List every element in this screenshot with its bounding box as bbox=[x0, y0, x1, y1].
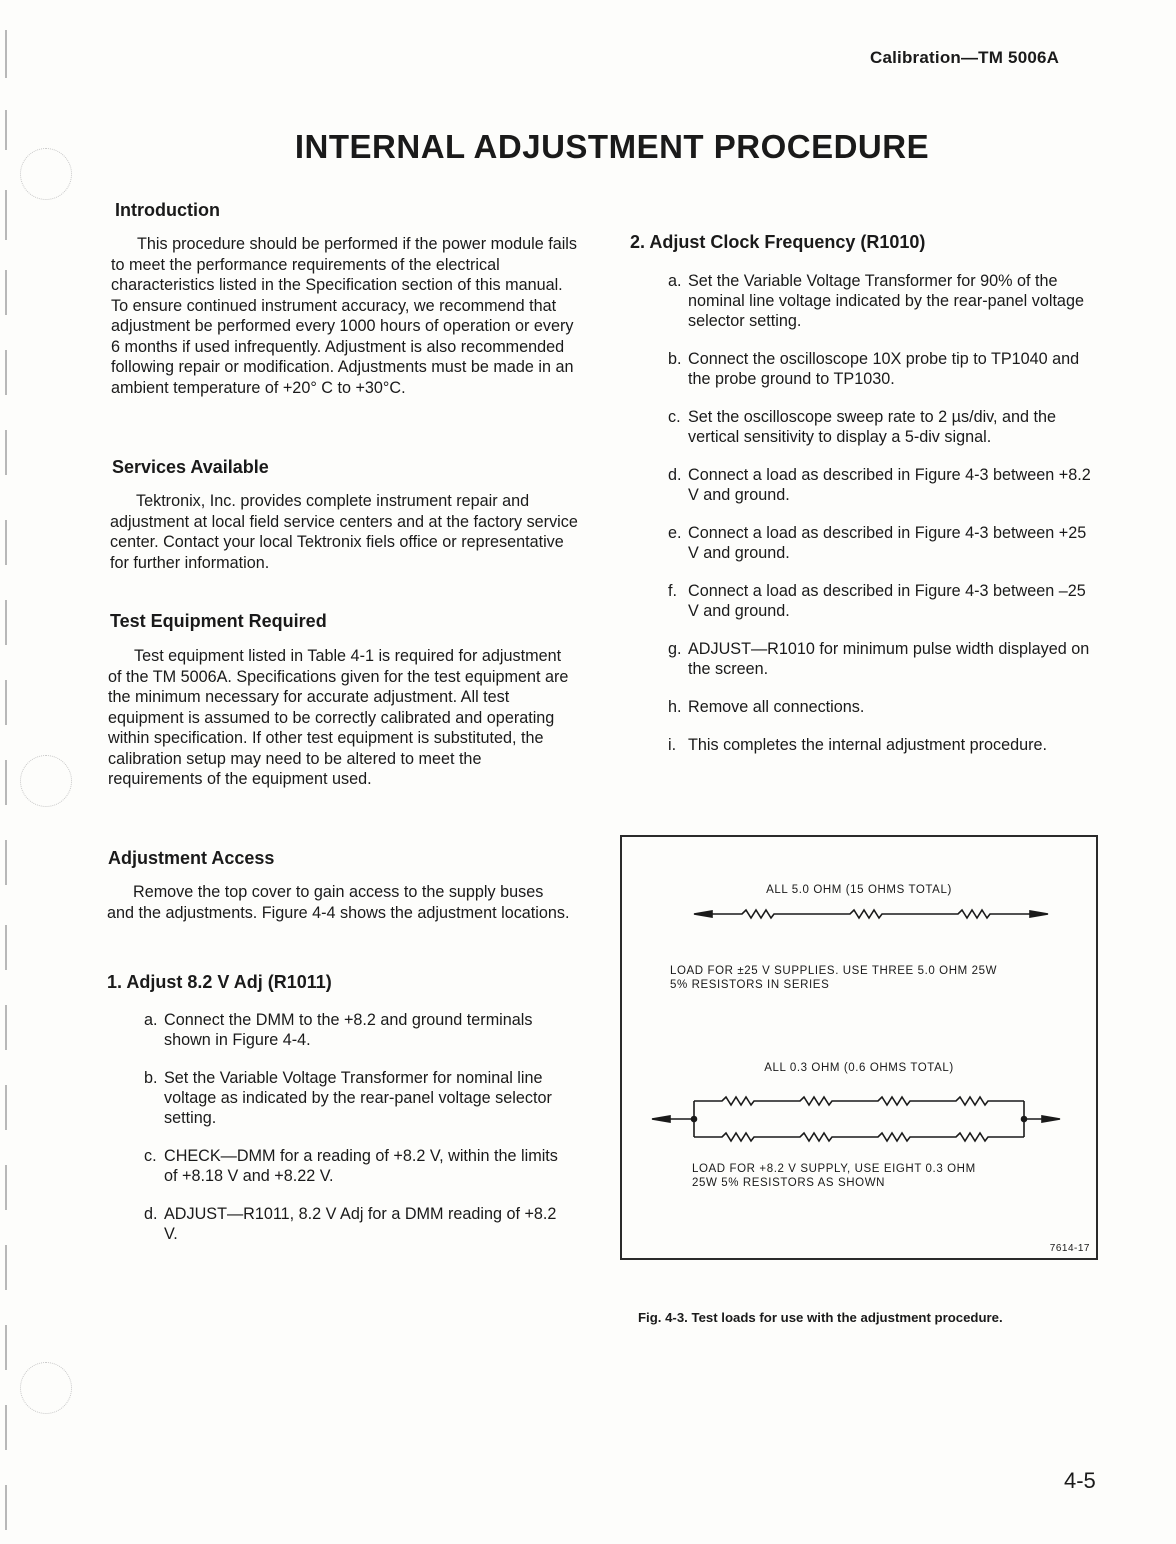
binder-mark bbox=[5, 1325, 7, 1370]
step-letter: c. bbox=[144, 1147, 157, 1165]
step-text: Connect a load as described in Figure 4-3 between –25 V and ground. bbox=[688, 582, 1086, 620]
list-item bbox=[668, 581, 1093, 621]
binder-mark bbox=[5, 1005, 7, 1050]
figure-id: 7614-17 bbox=[1049, 1243, 1090, 1254]
step-text: Remove all connections. bbox=[688, 698, 865, 716]
step-text: ADJUST—R1010 for minimum pulse width displayed on the screen. bbox=[688, 640, 1090, 678]
binder-mark bbox=[5, 840, 7, 885]
binder-mark bbox=[5, 1245, 7, 1290]
arrow-right-icon bbox=[1042, 1116, 1060, 1122]
step-letter: b. bbox=[144, 1069, 158, 1087]
page-number: 4-5 bbox=[1064, 1468, 1096, 1493]
list-item bbox=[144, 1204, 574, 1244]
list-item bbox=[144, 1010, 574, 1050]
binder-mark bbox=[5, 270, 7, 315]
top-load-label: ALL 5.0 OHM (15 OHMS TOTAL) bbox=[766, 884, 952, 896]
arrow-left-icon bbox=[652, 1116, 670, 1122]
list-item bbox=[668, 639, 1093, 679]
step-text: ADJUST—R1011, 8.2 V Adj for a DMM reading of +8.2 V. bbox=[164, 1205, 557, 1243]
step-text: Connect a load as described in Figure 4-3 between +8.2 V and ground. bbox=[688, 466, 1091, 504]
step-text: Set the Variable Voltage Transformer for 90% of the nominal line voltage indicated by the rear-panel voltage selector setting. bbox=[688, 272, 1084, 330]
binder-mark bbox=[5, 190, 7, 240]
resistor-symbol bbox=[712, 910, 1030, 918]
test-equipment-text: Test equipment listed in Table 4-1 is required for adjustment of the TM 5006A. Specifications given for the test equipment are the minimum necessary for accurate adjustment. All test equipment is assumed to be correctly calibrated and operating within specification. If other test equipment is substituted, the calibration setup may need to be altered to meet the requirements of the equipment used. bbox=[108, 647, 569, 788]
binder-mark bbox=[5, 1165, 7, 1210]
figure-caption: Fig. 4-3. Test loads for use with the adjustment procedure. bbox=[638, 1310, 1003, 1325]
step-text: Connect the DMM to the +8.2 and ground terminals shown in Figure 4-4. bbox=[164, 1011, 533, 1049]
binder-mark bbox=[5, 520, 7, 565]
step-letter: b. bbox=[668, 350, 682, 368]
arrow-left-icon bbox=[694, 911, 712, 917]
arrow-right-icon bbox=[1030, 911, 1048, 917]
step-text: Connect a load as described in Figure 4-3 between +25 V and ground. bbox=[688, 524, 1087, 562]
bottom-load-note-line1: LOAD FOR +8.2 V SUPPLY, USE EIGHT 0.3 OHM bbox=[692, 1163, 976, 1175]
list-item bbox=[668, 697, 1093, 717]
step-text: Connect the oscilloscope 10X probe tip to TP1040 and the probe ground to TP1030. bbox=[688, 350, 1080, 388]
binder-mark bbox=[5, 1085, 7, 1130]
binder-mark bbox=[5, 430, 7, 475]
list-item bbox=[668, 271, 1093, 331]
step-letter: h. bbox=[668, 698, 682, 716]
adjustment-access-heading: Adjustment Access bbox=[108, 848, 275, 868]
step-letter: e. bbox=[668, 524, 682, 542]
list-item bbox=[668, 349, 1093, 389]
step1-list bbox=[144, 1010, 574, 1244]
step2-heading: 2. Adjust Clock Frequency (R1010) bbox=[630, 232, 926, 252]
step-text: Set the Variable Voltage Transformer for nominal line voltage as indicated by the rear-panel voltage selector setting. bbox=[164, 1069, 552, 1127]
step-letter: d. bbox=[144, 1205, 158, 1223]
step-text: CHECK—DMM for a reading of +8.2 V, within the limits of +8.18 V and +8.22 V. bbox=[164, 1147, 558, 1185]
step-letter: c. bbox=[668, 408, 681, 426]
list-item bbox=[668, 735, 1093, 755]
punch-hole bbox=[20, 755, 72, 807]
adjustment-access-text: Remove the top cover to gain access to the supply buses and the adjustments. Figure 4-4 shows the adjustment locations. bbox=[107, 883, 570, 922]
list-item bbox=[144, 1146, 574, 1186]
step-text: This completes the internal adjustment procedure. bbox=[688, 736, 1048, 754]
binder-mark bbox=[5, 30, 7, 78]
step-letter: f. bbox=[668, 582, 677, 600]
binder-mark bbox=[5, 600, 7, 645]
step-letter: d. bbox=[668, 466, 682, 484]
binder-mark bbox=[5, 350, 7, 395]
step1-heading: 1. Adjust 8.2 V Adj (R1011) bbox=[107, 972, 332, 992]
step-letter: a. bbox=[144, 1011, 158, 1029]
introduction-text: This procedure should be performed if the power module fails to meet the performance requirements of the electrical characteristics listed in the Specification section of this manual. To ensure continued instrument accuracy, we recommend that adjustment be performed every 1000 hours of operation or every 6 months if used infrequently. Adjustment is also recommended following repair or modification. Adjustments must be made in an ambient temperature of +20° C to +30°C. bbox=[111, 235, 577, 397]
step-letter: g. bbox=[668, 640, 682, 658]
services-text: Tektronix, Inc. provides complete instrument repair and adjustment at local field service centers and at the factory service center. Contact your local Tektronix fiels office or representative for further information. bbox=[110, 492, 578, 572]
step-letter: i. bbox=[668, 736, 677, 754]
binder-mark bbox=[5, 925, 7, 970]
binder-mark bbox=[5, 760, 7, 805]
test-equipment-heading: Test Equipment Required bbox=[110, 611, 327, 631]
introduction-heading: Introduction bbox=[115, 200, 220, 220]
step-letter: a. bbox=[668, 272, 682, 290]
top-load-note-line1: LOAD FOR ±25 V SUPPLIES. USE THREE 5.0 OHM 25W bbox=[670, 965, 998, 977]
bottom-load-note-line2: 25W 5% RESISTORS AS SHOWN bbox=[692, 1177, 886, 1189]
running-header: Calibration—TM 5006A bbox=[870, 48, 1060, 67]
list-item bbox=[144, 1068, 574, 1128]
resistor-symbol bbox=[694, 1133, 1024, 1141]
step2-list bbox=[668, 271, 1093, 755]
step-text: Set the oscilloscope sweep rate to 2 µs/div, and the vertical sensitivity to display a 5-div signal. bbox=[688, 408, 1057, 446]
binder-mark bbox=[5, 1485, 7, 1530]
figure-4-3 bbox=[620, 835, 1098, 1260]
punch-hole bbox=[20, 1362, 72, 1414]
page-title: INTERNAL ADJUSTMENT PROCEDURE bbox=[294, 128, 930, 165]
list-item bbox=[668, 523, 1093, 563]
parallel-resistor-diagram bbox=[622, 1089, 1096, 1161]
resistor-symbol bbox=[694, 1097, 1024, 1105]
services-heading: Services Available bbox=[112, 457, 269, 477]
series-resistor-diagram bbox=[622, 899, 1096, 929]
top-load-note-line2: 5% RESISTORS IN SERIES bbox=[670, 979, 830, 991]
binder-mark bbox=[5, 680, 7, 725]
list-item bbox=[668, 465, 1093, 505]
binder-mark bbox=[5, 1405, 7, 1450]
list-item bbox=[668, 407, 1093, 447]
bottom-load-label: ALL 0.3 OHM (0.6 OHMS TOTAL) bbox=[764, 1062, 954, 1074]
